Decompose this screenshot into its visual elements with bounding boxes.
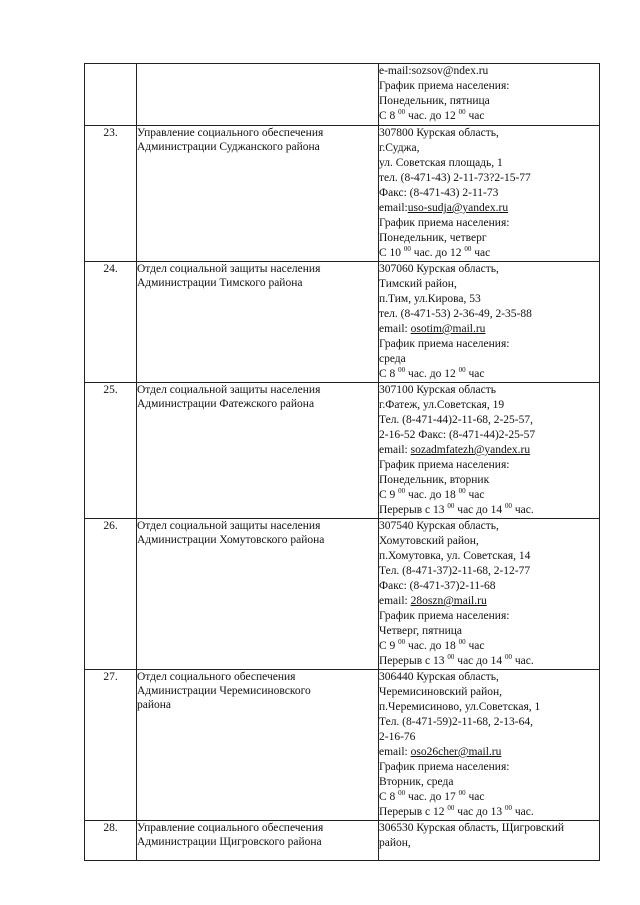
- contact-line: Вторник, среда: [379, 776, 454, 788]
- contact-line: п.Хомутовка, ул. Советская, 14: [379, 550, 531, 562]
- contact-line: 307060 Курская область,: [379, 263, 499, 275]
- text-fragment: час. до 12: [405, 368, 459, 380]
- contact-line: [379, 503, 599, 518]
- row-number: 26.: [85, 519, 137, 670]
- contact-line: Хомутовский район,: [379, 535, 479, 547]
- contact-line: п.Черемисиново, ул.Советская, 1: [379, 701, 541, 713]
- organization-name-line: Администрации Щигровского района: [137, 836, 322, 848]
- contact-line: 2-16-76: [379, 731, 416, 743]
- organization-name-line: района: [137, 699, 172, 711]
- text-fragment: С 8: [379, 791, 399, 803]
- table-row: [85, 64, 600, 126]
- email-link[interactable]: sozadmfatezh@yandex.ru: [410, 444, 531, 456]
- organization-name-line: Администрации Тимского района: [137, 277, 303, 289]
- contact-line: [379, 367, 599, 382]
- contact-line: тел. (8-471-53) 2-36-49, 2-35-88: [379, 308, 532, 320]
- table-row: [85, 262, 600, 383]
- contact-line: График приема населения:: [379, 338, 510, 350]
- text-fragment: email:: [379, 595, 411, 607]
- contact-line: Понедельник, вторник: [379, 474, 490, 486]
- organization-name-line: Отдел социальной защиты населения: [137, 520, 321, 532]
- table-row: [85, 670, 600, 821]
- contact-info: [379, 64, 600, 126]
- contact-line: [379, 639, 599, 654]
- organization-name-line: Администрации Черемисиновского: [137, 685, 311, 697]
- table-row: [85, 126, 600, 262]
- minutes-superscript: 00: [398, 789, 406, 797]
- contact-line: e-mail:sozsov@ndex.ru: [379, 65, 489, 77]
- text-fragment: час до 14: [454, 504, 505, 516]
- minutes-superscript: 00: [447, 653, 455, 661]
- email-link[interactable]: uso-sudja@yandex.ru: [407, 202, 509, 214]
- organization-name: [137, 519, 379, 670]
- contact-line: [379, 654, 599, 669]
- text-fragment: Перерыв с 12: [379, 806, 448, 818]
- table-row: [85, 821, 600, 861]
- text-fragment: email:: [379, 202, 408, 214]
- text-fragment: час. до 18: [405, 489, 459, 501]
- text-fragment: Перерыв с 13: [379, 655, 448, 667]
- contact-line: район,: [379, 837, 411, 849]
- contact-line: Четверг, пятница: [379, 625, 463, 637]
- text-fragment: час: [465, 640, 485, 652]
- organization-name: [137, 64, 379, 126]
- minutes-superscript: 00: [505, 804, 512, 812]
- contact-line: [379, 201, 599, 216]
- text-fragment: час. до 18: [405, 640, 459, 652]
- contact-line: Понедельник, пятница: [379, 95, 490, 107]
- row-number: 24.: [85, 262, 137, 383]
- text-fragment: email:: [379, 323, 411, 335]
- minutes-superscript: 00: [398, 366, 406, 374]
- text-fragment: Перерыв с 13: [379, 504, 448, 516]
- organization-name-line: Отдел социального обеспечения: [137, 671, 296, 683]
- contact-line: 306530 Курская область, Щигровский: [379, 822, 565, 834]
- minutes-superscript: 00: [398, 487, 406, 495]
- text-fragment: час: [465, 110, 485, 122]
- social-services-table: [84, 63, 600, 861]
- contact-line: [379, 322, 599, 337]
- text-fragment: час. до 12: [405, 110, 459, 122]
- organization-name-line: Отдел социальной защиты населения: [137, 263, 321, 275]
- organization-name: [137, 670, 379, 821]
- contact-line: [379, 790, 599, 805]
- minutes-superscript: 00: [458, 487, 466, 495]
- minutes-superscript: 00: [398, 108, 406, 116]
- text-fragment: час.: [512, 806, 534, 818]
- email-link[interactable]: osotim@mail.ru: [410, 323, 486, 335]
- organization-name: [137, 262, 379, 383]
- email-link[interactable]: 28oszn@mail.ru: [410, 595, 487, 607]
- contact-line: [379, 246, 599, 261]
- contact-line: Черемисиновский район,: [379, 686, 503, 698]
- text-fragment: час.: [512, 504, 534, 516]
- row-number: [85, 64, 137, 126]
- minutes-superscript: 00: [458, 789, 466, 797]
- text-fragment: email:: [379, 444, 411, 456]
- text-fragment: С 8: [379, 110, 399, 122]
- contact-line: Понедельник, четверг: [379, 232, 487, 244]
- text-fragment: С 9: [379, 489, 399, 501]
- contact-line: Тел. (8-471-37)2-11-68, 2-12-77: [379, 565, 531, 577]
- organization-name-line: Администрации Хомутовского района: [137, 534, 325, 546]
- minutes-superscript: 00: [458, 108, 466, 116]
- row-number: 25.: [85, 383, 137, 519]
- row-number: 28.: [85, 821, 137, 861]
- minutes-superscript: 00: [458, 366, 466, 374]
- minutes-superscript: 00: [464, 245, 472, 253]
- text-fragment: час до 14: [454, 655, 505, 667]
- text-fragment: час.: [512, 655, 534, 667]
- contact-line: График приема населения:: [379, 761, 510, 773]
- contact-line: Тел. (8-471-44)2-11-68, 2-25-57,: [379, 414, 534, 426]
- row-number: 27.: [85, 670, 137, 821]
- minutes-superscript: 00: [458, 638, 466, 646]
- contact-line: Тел. (8-471-59)2-11-68, 2-13-64,: [379, 716, 534, 728]
- contact-line: 307100 Курская область: [379, 384, 496, 396]
- contact-line: 306440 Курская область,: [379, 671, 499, 683]
- contact-info: [379, 519, 600, 670]
- text-fragment: час: [465, 489, 485, 501]
- contact-line: [379, 443, 599, 458]
- contact-line: п.Тим, ул.Кирова, 53: [379, 293, 481, 305]
- minutes-superscript: 00: [505, 653, 512, 661]
- text-fragment: С 8: [379, 368, 399, 380]
- contact-line: г.Суджа,: [379, 142, 420, 154]
- organization-name-line: Администрации Суджанского района: [137, 141, 320, 153]
- text-fragment: email:: [379, 746, 411, 758]
- row-number: 23.: [85, 126, 137, 262]
- organization-name-line: Администрации Фатежского района: [137, 398, 315, 410]
- contact-line: Факс: (8-471-43) 2-11-73: [379, 187, 499, 199]
- contact-line: [379, 488, 599, 503]
- minutes-superscript: 00: [398, 638, 406, 646]
- contact-info: [379, 126, 600, 262]
- minutes-superscript: 00: [403, 245, 411, 253]
- text-fragment: С 10: [379, 247, 404, 259]
- text-fragment: час: [465, 368, 485, 380]
- organization-name-line: Управление социального обеспечения: [137, 127, 324, 139]
- text-fragment: час: [465, 791, 485, 803]
- contact-info: [379, 262, 600, 383]
- contact-line: [379, 805, 599, 820]
- contact-line: 307800 Курская область,: [379, 127, 499, 139]
- minutes-superscript: 00: [505, 502, 512, 510]
- contact-line: График приема населения:: [379, 610, 510, 622]
- contact-line: График приема населения:: [379, 217, 510, 229]
- text-fragment: час: [471, 247, 491, 259]
- contact-line: тел. (8-471-43) 2-11-73?2-15-77: [379, 172, 531, 184]
- contact-line: Факс: (8-471-37)2-11-68: [379, 580, 496, 592]
- contact-line: [379, 594, 599, 609]
- text-fragment: час. до 17: [405, 791, 459, 803]
- email-link[interactable]: oso26cher@mail.ru: [410, 746, 502, 758]
- organization-name-line: Управление социального обеспечения: [137, 822, 324, 834]
- text-fragment: час. до 12: [410, 247, 465, 259]
- contact-line: [379, 745, 599, 760]
- contact-line: среда: [379, 353, 406, 365]
- contact-info: [379, 383, 600, 519]
- organization-name-line: Отдел социальной защиты населения: [137, 384, 321, 396]
- table-body: [85, 64, 600, 861]
- contact-line: График приема населения:: [379, 80, 510, 92]
- table-row: [85, 519, 600, 670]
- minutes-superscript: 00: [447, 804, 455, 812]
- contact-line: [379, 109, 599, 124]
- contact-info: [379, 821, 600, 861]
- text-fragment: С 9: [379, 640, 399, 652]
- minutes-superscript: 00: [447, 502, 455, 510]
- organization-name: [137, 126, 379, 262]
- contact-line: ул. Советская площадь, 1: [379, 157, 503, 169]
- contact-line: г.Фатеж, ул.Советская, 19: [379, 399, 505, 411]
- contact-line: 307540 Курская область,: [379, 520, 499, 532]
- contact-line: Тимский район,: [379, 278, 457, 290]
- organization-name: [137, 383, 379, 519]
- organization-name: [137, 821, 379, 861]
- contact-info: [379, 670, 600, 821]
- table-row: [85, 383, 600, 519]
- contact-line: График приема населения:: [379, 459, 510, 471]
- text-fragment: час до 13: [454, 806, 505, 818]
- contact-line: 2-16-52 Факс: (8-471-44)2-25-57: [379, 429, 536, 441]
